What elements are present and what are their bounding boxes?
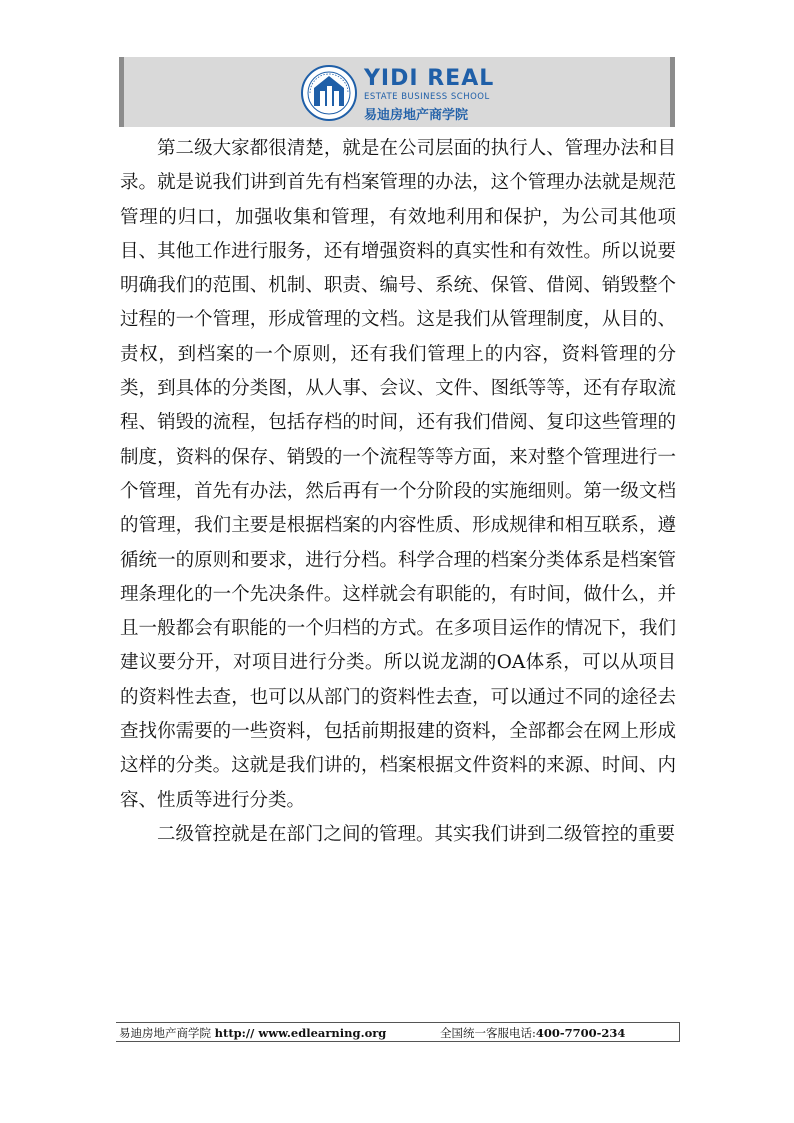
footer-hotline-label: 全国统一客服电话:: [440, 1026, 536, 1040]
paragraph: 第二级大家都很清楚，就是在公司层面的执行人、管理办法和目录。就是说我们讲到首先有档案管理的办法，这个管理办法就是规范管理的归口，加强收集和管理，有效地利用和保护，为公司其他项目、其他工作进行服务，还有增强资料的真实性和有效性。所以说要明确我们的范围、机制、职责、编号、系统、保管、借阅、销毁整个过程的一个管理，形成管理的文档。这是我们从管理制度，从目的、责权，到档案的一个原则，还有我们管理上的内容，资料管理的分类，到具体的分类图，从人事、会议、文件、图纸等等，还有存取流程、销毁的流程，包括存档的时间，还有我们借阅、复印这些管理的制度，资料的保存、销毁的一个流程等等方面，来对整个管理进行一个管理，首先有办法，然后再有一个分阶段的实施细则。第一级文档的管理，我们主要是根据档案的内容性质、形成规律和相互联系，遵循统一的原则和要求，进行分档。科学合理的档案分类体系是档案管理条理化的一个先决条件。这样就会有职能的，有时间，做什么，并且一般都会有职能的一个归档的方式。在多项目运作的情况下，我们建议要分开，对项目进行分类。所以说龙湖的OA体系，可以从项目的资料性去查，也可以从部门的资料性去查，可以通过不同的途径去查找你需要的一些资料，包括前期报建的资料，全部都会在网上形成这样的分类。这就是我们讲的，档案根据文件资料的来源、时间、内容、性质等进行分类。: [120, 138, 676, 811]
document-body: [120, 132, 676, 852]
footer-hotline-number: 400-7700-234: [535, 1026, 626, 1040]
footer-url-link[interactable]: http:// www.edlearning.org: [214, 1026, 387, 1040]
footer-left: [119, 1023, 386, 1043]
footer-right: [440, 1023, 625, 1043]
page-footer: [116, 1022, 680, 1042]
logo-subtitle-en: ESTATE BUSINESS SCHOOL: [364, 92, 490, 102]
school-emblem-icon: [300, 64, 358, 122]
logo-title-en: YIDI REAL: [364, 66, 495, 91]
paragraph: 二级管控就是在部门之间的管理。其实我们讲到二级管控的重要: [157, 823, 676, 845]
school-logo: [300, 64, 500, 122]
footer-school-name: 易迪房地产商学院: [119, 1026, 211, 1040]
logo-title-cn: 易迪房地产商学院: [364, 108, 469, 123]
